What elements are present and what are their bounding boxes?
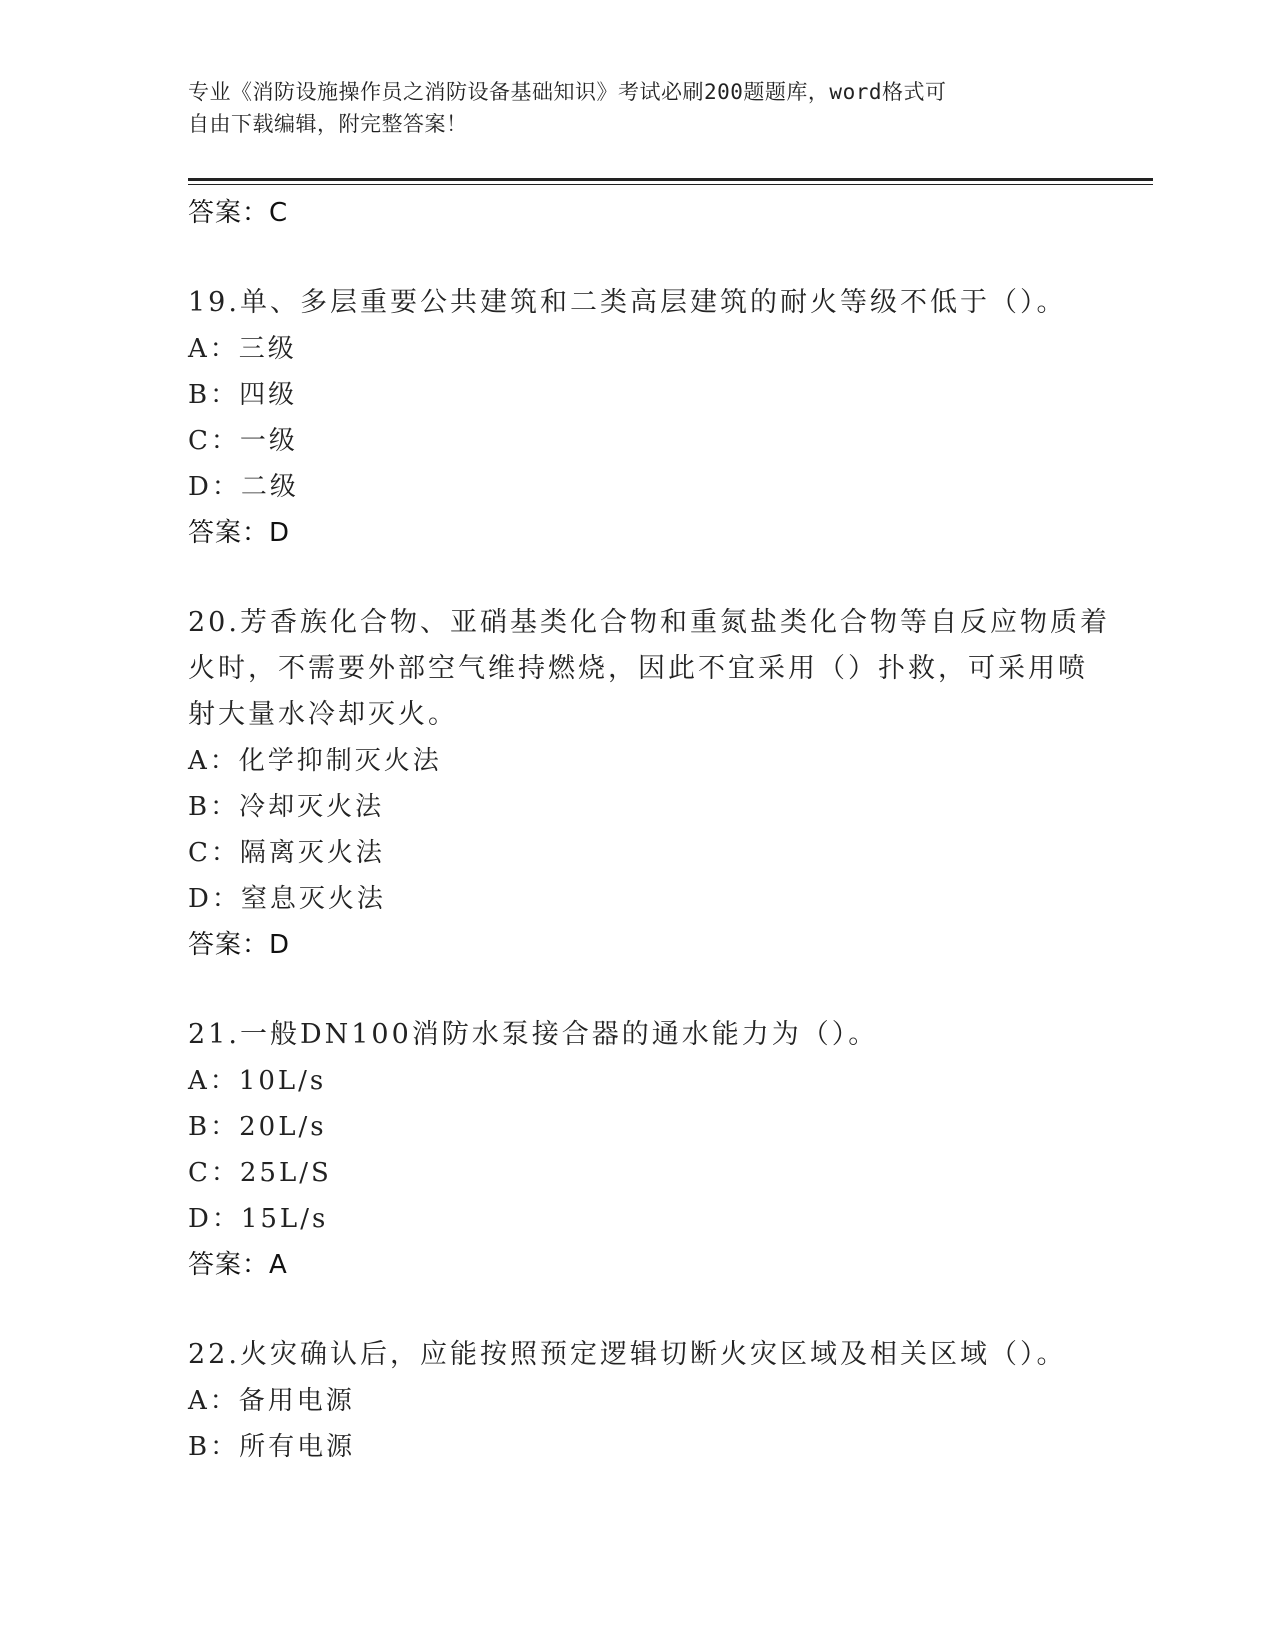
option-b: B：20L/s bbox=[188, 1112, 327, 1142]
question-line: 射大量水冷却灭火。 bbox=[188, 699, 458, 730]
spacer bbox=[188, 1288, 1088, 1332]
question-text bbox=[188, 280, 1088, 326]
option-a: A：备用电源 bbox=[188, 1386, 355, 1416]
option-d: D：窒息灭火法 bbox=[188, 884, 386, 914]
spacer bbox=[188, 556, 1088, 600]
question-line: 21.一般DN100消防水泵接合器的通水能力为（）。 bbox=[188, 1019, 879, 1050]
answer: 答案：A bbox=[188, 1250, 288, 1280]
option-b: B：所有电源 bbox=[188, 1432, 356, 1462]
option-a: A：化学抑制灭火法 bbox=[188, 746, 442, 776]
question-text bbox=[188, 600, 1110, 738]
question-list bbox=[188, 190, 1110, 1470]
option-a: A：10L/s bbox=[188, 1066, 327, 1096]
header-line-1: 专业《消防设施操作员之消防设备基础知识》考试必刷200题题库，word格式可 bbox=[188, 80, 947, 104]
option-b: B：四级 bbox=[188, 380, 298, 410]
option-d: D：15L/s bbox=[188, 1204, 329, 1234]
spacer bbox=[188, 236, 1088, 280]
option-a: A：三级 bbox=[188, 334, 297, 364]
question-block-20 bbox=[188, 600, 1110, 968]
question-text bbox=[188, 1332, 1088, 1378]
header-line-2: 自由下载编辑，附完整答案！ bbox=[188, 112, 468, 136]
question-block-22 bbox=[188, 1332, 1088, 1470]
option-c: C：25L/S bbox=[188, 1158, 332, 1188]
document-header bbox=[188, 76, 1068, 140]
previous-answer: 答案：C bbox=[188, 198, 289, 228]
spacer bbox=[188, 968, 1088, 1012]
header-divider bbox=[188, 178, 1153, 181]
question-block-19 bbox=[188, 280, 1088, 556]
option-c: C：隔离灭火法 bbox=[188, 838, 385, 868]
option-c: C：一级 bbox=[188, 426, 298, 456]
question-line: 19.单、多层重要公共建筑和二类高层建筑的耐火等级不低于（）。 bbox=[188, 287, 1067, 318]
option-d: D：二级 bbox=[188, 472, 299, 502]
question-line: 22.火灾确认后，应能按照预定逻辑切断火灾区域及相关区域（）。 bbox=[188, 1339, 1067, 1370]
question-line: 火时，不需要外部空气维持燃烧，因此不宜采用（）扑救，可采用喷 bbox=[188, 653, 1088, 684]
answer: 答案：D bbox=[188, 930, 291, 960]
option-b: B：冷却灭火法 bbox=[188, 792, 385, 822]
question-line: 20.芳香族化合物、亚硝基类化合物和重氮盐类化合物等自反应物质着 bbox=[188, 607, 1110, 638]
header-divider-thin bbox=[188, 184, 1153, 185]
answer: 答案：D bbox=[188, 518, 291, 548]
question-text bbox=[188, 1012, 1088, 1058]
question-block-21 bbox=[188, 1012, 1088, 1288]
